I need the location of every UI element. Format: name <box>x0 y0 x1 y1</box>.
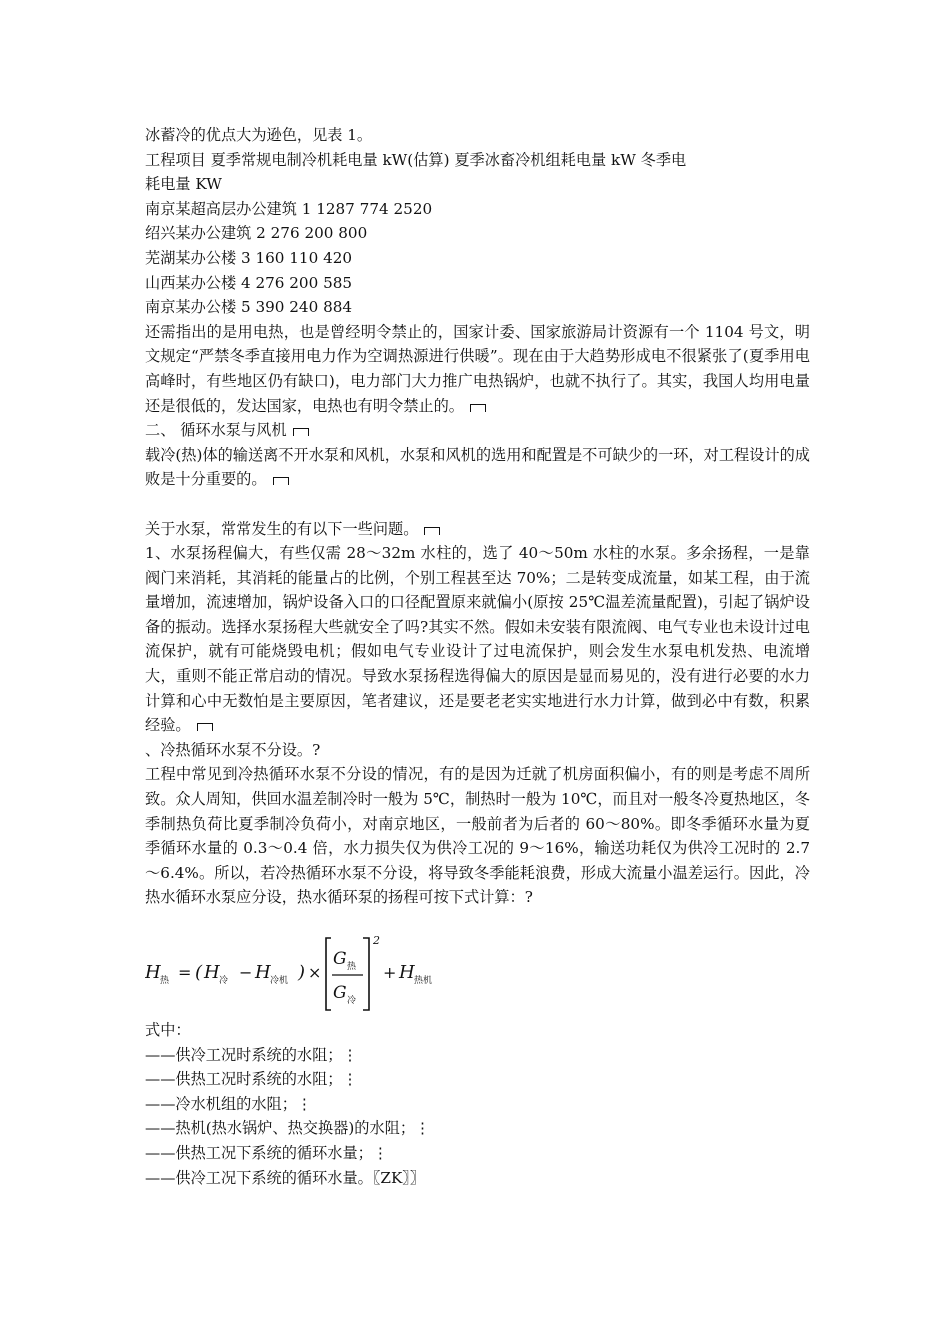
formula-h-hotmachine: H <box>399 962 415 983</box>
legend-item: ——供冷工况时系统的水阻；⋮ <box>145 1045 358 1064</box>
formula-g-sub-cold: 冷 <box>347 996 357 1006</box>
legend-item: ——热机(热水锅炉、热交换器)的水阻；⋮ <box>145 1119 431 1138</box>
formula-plus: + <box>383 963 397 982</box>
formula-sub-hotmachine: 热机 <box>414 976 433 986</box>
subheading-pumps-not-separate: 、冷热循环水泵不分设。? <box>145 740 321 759</box>
table-row: 芜湖某办公楼 3 160 110 420 <box>145 248 353 267</box>
paragraph-electric-heating <box>145 320 810 418</box>
formula-h-hot: H <box>145 962 161 983</box>
paragraph-text: 关于水泵，常常发生的有以下一些问题。 <box>145 519 419 538</box>
formula-paren-open: ( <box>195 962 203 983</box>
formula-sub-cold: 冷 <box>219 976 229 986</box>
paragraph-pumps-separate: 工程中常见到冷热循环水泵不分设的情况，有的是因为迁就了机房面积偏小，有的则是考虑不周所致。众人周知，供回水温差制冷时一般为 5℃，制热时一般为 10℃，而且对一般冬冷夏热地区，冬季制热负荷比夏季制冷负荷小，对南京地区，一般前者为后者的 60～80%。即冬季循环水量为夏季循环水量的 0.3～0.4 倍，水力损失仅为供冷工况的 9～16%，输送功耗仅为供冷工况时的 2.7～6.4%。所以，若冷热循环水泵不分设，将导致冬季能耗浪费，形成大流量小温差运行。因此，冷热水循环水泵应分设，热水循环泵的扬程可按下式计算：? <box>145 765 810 907</box>
table-header-line-1: 工程项目 夏季常规电制冷机耗电量 kW(估算) 夏季冰畜冷机组耗电量 kW 冬季电 <box>145 150 687 169</box>
paragraph-text: 载冷(热)体的输送离不开水泵和风机，水泵和风机的选用和配置是不可缺少的一环，对工程设计的成败是十分重要的。 <box>145 445 810 489</box>
formula-sub-coldmachine: 冷机 <box>270 976 289 986</box>
paragraph-mark-icon <box>293 428 309 436</box>
paragraph-text: 还需指出的是用电热，也是曾经明令禁止的，国家计委、国家旅游局计资源有一个 1104 号文，明文规定“严禁冬季直接用电力作为空调热源进行供暖”。现在由于大趋势形成电不很紧张了(夏季用电高峰时，有些地区仍有缺口)，电力部门大力推广电热锅炉，也就不执行了。其实，我国人均用电量还是很低的，发达国家，电热也有明令禁止的。 <box>145 322 810 415</box>
paragraph-mark-icon <box>470 404 486 412</box>
section-heading <box>145 418 810 443</box>
paragraph-intro: 冰蓄冷的优点大为逊色，见表 1。 <box>145 126 373 144</box>
pump-head-formula <box>145 928 810 1014</box>
table-row: 绍兴某办公建筑 2 276 200 800 <box>145 224 368 243</box>
legend-item: ——供热工况下系统的循环水量；⋮ <box>145 1143 388 1162</box>
paragraph-mark-icon <box>197 723 213 731</box>
legend-item: ——冷水机组的水阻；⋮ <box>145 1094 313 1113</box>
table-row: 南京某办公楼 5 390 240 884 <box>145 298 353 317</box>
legend-intro: 式中： <box>145 1021 191 1039</box>
legend-item: ——供热工况时系统的水阻；⋮ <box>145 1070 358 1089</box>
formula-times: × <box>308 963 322 982</box>
paragraph-text: 1、水泵扬程偏大，有些仅需 28～32m 水柱的，选了 40～50m 水柱的水泵。多余扬程，一是靠阀门来消耗，其消耗的能量占的比例，个别工程甚至达 70%；二是转变成流量，如某工程，由于流量增加，流速增加，锅炉设备入口的口径配置原来就偏小(原按 25℃温差流量配置)，引起了锅炉设备的振动。选择水泵扬程大些就安全了吗?其实不然。假如未安装有限流阀、电气专业也未设计过电流保护，就有可能烧毁电机；假如电气专业设计了过电流保护，则会发生水泵电机发热、电流增大，重则不能正常启动的情况。导致水泵扬程选得偏大的原因是显而易见的，没有进行必要的水力计算和心中无数怕是主要原因，笔者建议，还是要老老实实地进行水力计算，做到必中有数，积累经验。 <box>145 544 810 735</box>
formula-h-cold: H <box>204 962 220 983</box>
paragraph-pump-issues <box>145 517 810 542</box>
formula-sub-hot: 热 <box>160 976 170 986</box>
formula-bracket-left <box>326 938 331 1010</box>
table-row: 南京某超高层办公建筑 1 1287 774 2520 <box>145 199 433 218</box>
formula-graphic <box>145 928 465 1014</box>
formula-exponent: 2 <box>373 934 380 947</box>
paragraph-pump-head <box>145 541 810 738</box>
formula-h-coldmachine: H <box>255 962 271 983</box>
table-header-line-2: 耗电量 KW <box>145 175 222 194</box>
legend-item: ——供冷工况下系统的循环水量。〖ZK〗〗 <box>145 1168 426 1187</box>
formula-bracket-right <box>363 938 369 1010</box>
formula-g-hot: G <box>333 949 347 969</box>
formula-g-sub-hot: 热 <box>347 962 357 972</box>
paragraph-mark-icon <box>273 477 289 485</box>
table-row: 山西某办公楼 4 276 200 585 <box>145 273 353 292</box>
formula-paren-close: ) <box>298 962 306 983</box>
blank-line <box>145 492 810 517</box>
formula-equals: = <box>178 963 192 982</box>
formula-minus: − <box>239 963 253 982</box>
formula-g-cold: G <box>333 983 347 1003</box>
paragraph-pumps-fans <box>145 443 810 492</box>
section-heading-text: 二、 循环水泵与风机 <box>145 421 287 440</box>
document-body <box>145 123 810 1190</box>
paragraph-mark-icon <box>424 527 440 535</box>
